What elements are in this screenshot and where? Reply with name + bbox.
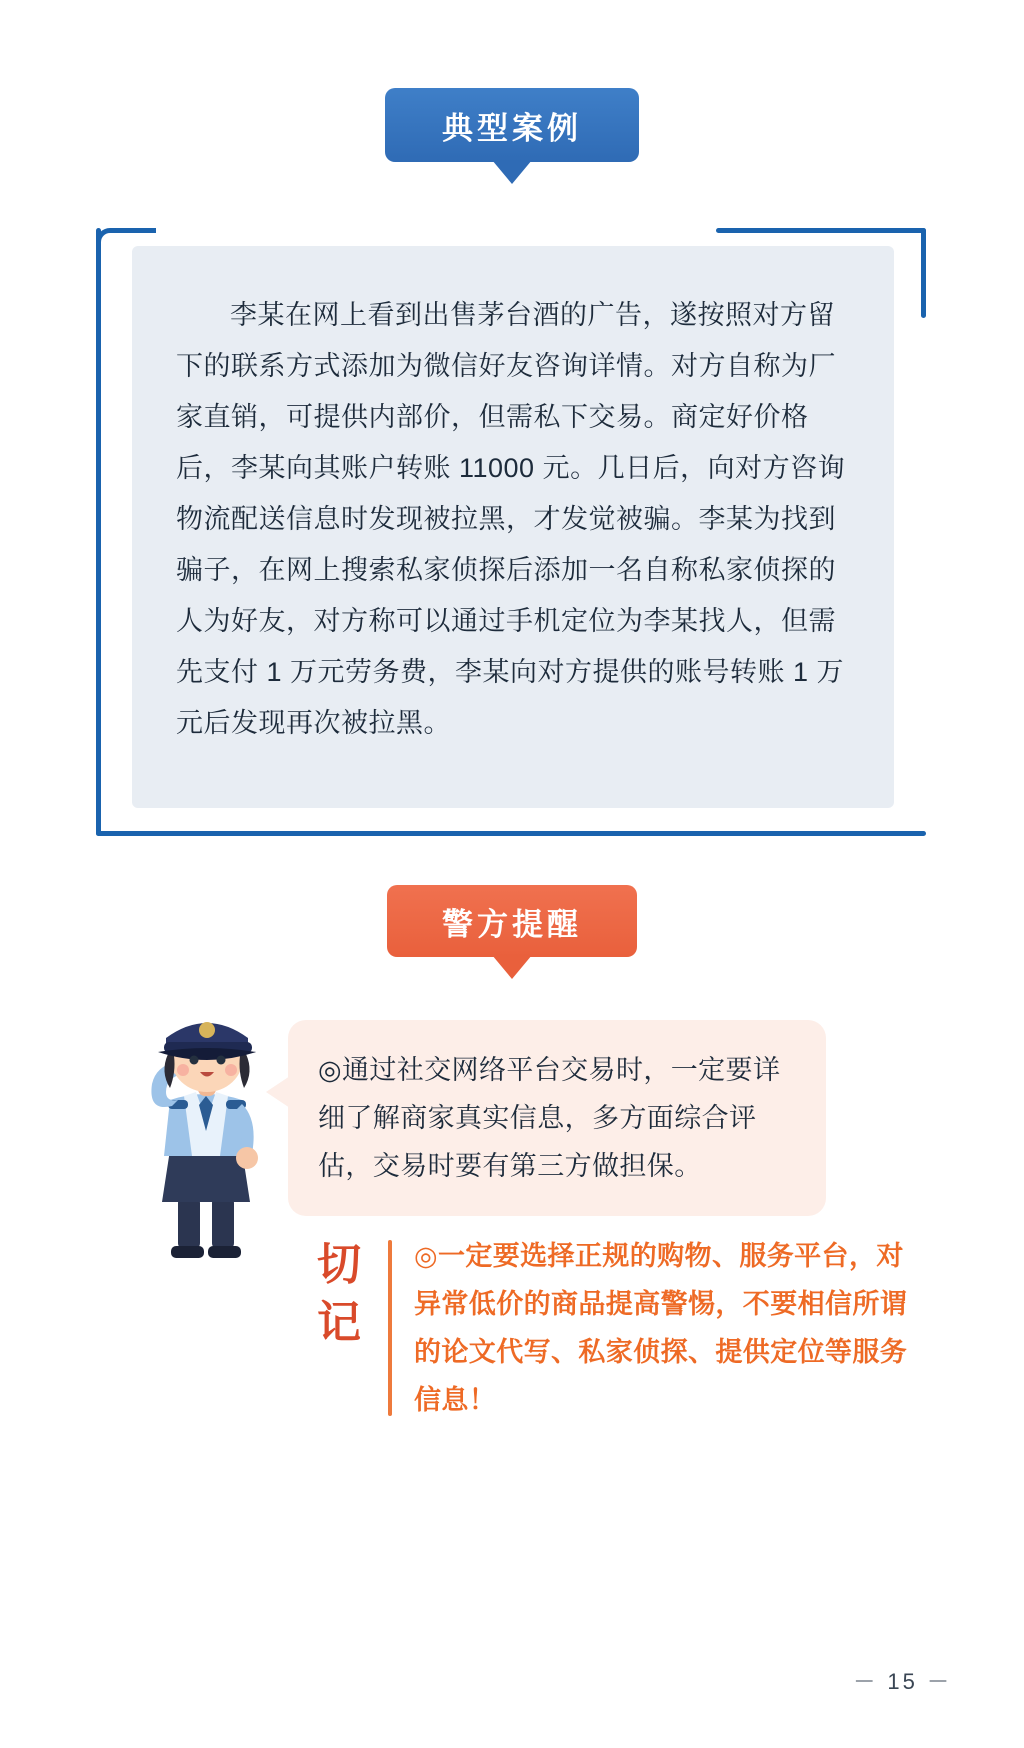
case-frame-right-edge [921,228,926,318]
case-body-text: 李某在网上看到出售茅台酒的广告，遂按照对方留下的联系方式添加为微信好友咨询详情。对方自称为厂家直销，可提供内部价，但需私下交易。商定好价格后，李某向其账户转账 11000 元。几日后，向对方咨询物流配送信息时发现被拉黑，才发觉被骗。李某为找到骗子，在网上搜索私家侦探后添加一名自称私家侦探的人为好友，对方称可以通过手机定位为李某找人，但需先支付 1 万元劳务费，李某向对方提供的账号转账 1 万元后发现再次被拉黑。 [176,300,846,738]
police-officer-icon [108,1000,308,1275]
case-frame-top-right-edge [716,228,926,233]
case-text-panel [132,246,894,808]
case-section-badge [385,88,639,162]
remember-text: ◎一定要选择正规的购物、服务平台，对异常低价的商品提高警惕，不要相信所谓的论文代写、私家侦探、提供定位等服务信息！ [414,1241,908,1415]
case-badge-container [0,88,1024,162]
tip-badge-label: 警方提醒 [442,906,582,943]
police-tip-bubble [288,1020,826,1216]
remember-divider [388,1240,392,1416]
page-number: － 15 － [853,1669,952,1694]
tip-section-badge [387,885,637,957]
remember-stamp-label: 切记 [317,1239,363,1348]
case-frame [96,228,926,836]
case-frame-bottom-edge [96,831,926,836]
police-tip-text: ◎通过社交网络平台交易时，一定要详细了解商家真实信息，多方面综合评估，交易时要有第三方做担保。 [318,1055,781,1181]
tip-badge-container [0,885,1024,957]
remember-block [300,1232,920,1424]
case-badge-label: 典型案例 [442,110,582,147]
case-frame-left-edge [96,228,101,836]
